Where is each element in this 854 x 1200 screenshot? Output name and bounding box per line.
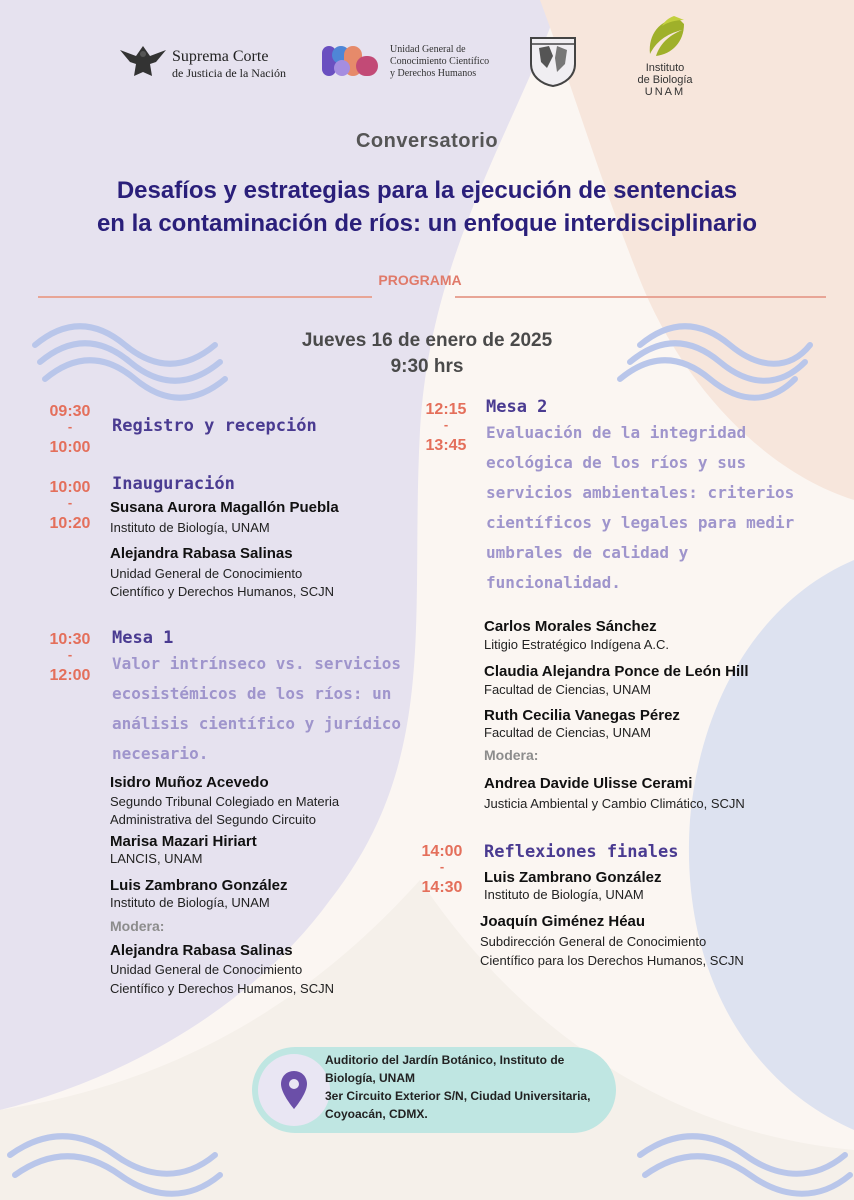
location-text [325,1051,590,1123]
event-title-line1: Desafíos y estrategias para la ejecución de sentencias [116,177,738,204]
scjn-logo-line2: de Justicia de la Nación [172,66,286,80]
speaker-institution: Facultad de Ciencias, UNAM [484,725,651,740]
moderator-name: Andrea Davide Ulisse Cerami [484,775,693,792]
topic-line: funcionalidad. [486,573,621,592]
event-time: 9:30 hrs [390,356,464,377]
speaker-name: Claudia Alejandra Ponce de León Hill [484,663,749,680]
topic-line: Valor intrínseco vs. servicios [112,654,401,673]
topic-line: servicios ambientales: criterios [486,483,795,502]
scjn-logo-line1: Suprema Corte [172,48,269,65]
mesa1-title: Mesa 1 [112,628,174,648]
speaker-institution: Unidad General de Conocimiento [110,566,303,581]
mesa2-title: Mesa 2 [486,397,548,417]
event-type: Conversatorio [355,130,499,152]
ugcc-emblem-icon [322,42,382,80]
speaker-name: Luis Zambrano González [110,877,288,894]
topic-line: Evaluación de la integridad [486,423,747,442]
event-date-block [0,328,854,380]
speaker-institution: Subdirección General de Conocimiento [480,934,707,949]
speaker-name: Luis Zambrano González [484,869,662,886]
ib-logo-line3: UNAM [644,86,686,98]
event-date: Jueves 16 de enero de 2025 [301,330,553,351]
program-label: PROGRAMA [378,272,462,288]
reflexiones-title: Reflexiones finales [484,842,679,862]
location-pin-circle [258,1054,330,1126]
registro-end: 10:00 [49,439,91,456]
speaker-institution: Segundo Tribunal Colegiado en Materia [110,794,340,809]
inauguracion-title: Inauguración [112,474,235,494]
speaker-name: Marisa Mazari Hiriart [110,833,257,850]
location-pin-icon [280,1070,308,1110]
topic-line: umbrales de calidad y [486,543,689,562]
mesa1-end: 12:00 [49,667,91,684]
location-line4: Coyoacán, CDMX. [325,1107,428,1121]
speaker-name: Joaquín Giménez Héau [480,913,646,930]
scjn-logo [118,42,286,82]
topic-line: necesario. [112,744,209,763]
registro-start: 09:30 [49,403,91,420]
ib-logo [630,14,700,100]
ib-logo-line1: Instituto [645,62,685,74]
ugcc-logo-line3: y Derechos Humanos [390,68,477,79]
inauguracion-start: 10:00 [49,479,91,496]
topic-line: análisis científico y jurídico [112,714,401,733]
topic-line: ecosistémicos de los ríos: un [112,684,392,703]
topic-line: ecológica de los ríos y sus [486,453,747,472]
location-line2: Biología, UNAM [325,1071,415,1085]
mesa2-end: 13:45 [425,437,467,454]
speaker-name: Carlos Morales Sánchez [484,618,657,635]
moderator-label: Modera: [110,918,165,934]
speaker-name: Alejandra Rabasa Salinas [110,545,293,562]
ugcc-logo-line1: Unidad General de [390,44,466,55]
speaker-name: Susana Aurora Magallón Puebla [110,499,339,516]
speaker-institution: Facultad de Ciencias, UNAM [484,682,651,697]
location-card [252,1047,616,1133]
ugcc-logo [322,42,492,82]
mesa2-topic [486,418,794,598]
event-title-line2: en la contaminación de ríos: un enfoque interdisciplinario [96,210,758,237]
moderator-label: Modera: [484,747,539,763]
topic-line: científicos y legales para medir [486,513,795,532]
speaker-institution: LANCIS, UNAM [110,851,203,866]
mesa1-start: 10:30 [49,631,91,648]
speaker-institution: Instituto de Biología, UNAM [110,520,270,535]
speaker-institution: Instituto de Biología, UNAM [110,895,270,910]
inauguracion-dash: - [67,495,73,510]
mesa2-start: 12:15 [425,401,467,418]
ib-logo-line2: de Biología [637,74,693,86]
speaker-name: Ruth Cecilia Vanegas Pérez [484,707,680,724]
speaker-name: Isidro Muñoz Acevedo [110,774,269,791]
reflexiones-start: 14:00 [421,843,463,860]
speaker-institution: Administrativa del Segundo Circuito [110,812,316,827]
mesa2-dash: - [443,417,449,432]
reflexiones-end: 14:30 [421,879,463,896]
mesa1-topic [112,649,401,769]
event-title [0,174,854,240]
unam-shield-icon [527,34,579,88]
moderator-institution: Justicia Ambiental y Cambio Climático, SCJN [484,796,745,811]
speaker-institution: Litigio Estratégico Indígena A.C. [484,637,670,652]
eagle-emblem-icon [118,42,168,80]
registro-title: Registro y recepción [112,416,317,436]
speaker-institution: Científico y Derechos Humanos, SCJN [110,584,334,599]
moderator-institution: Científico y Derechos Humanos, SCJN [110,981,334,996]
registro-dash: - [67,419,73,434]
leaf-emblem-icon [638,14,692,60]
ugcc-logo-line2: Conocimiento Científico [390,56,490,67]
reflexiones-dash: - [439,859,445,874]
speaker-institution: Científico para los Derechos Humanos, SCJN [480,953,744,968]
location-line1: Auditorio del Jardín Botánico, Instituto de [325,1053,565,1067]
location-line3: 3er Circuito Exterior S/N, Ciudad Universitaria, [325,1089,591,1103]
speaker-institution: Instituto de Biología, UNAM [484,887,644,902]
moderator-name: Alejandra Rabasa Salinas [110,942,293,959]
mesa1-dash: - [67,647,73,662]
inauguracion-end: 10:20 [49,515,91,532]
moderator-institution: Unidad General de Conocimiento [110,962,303,977]
